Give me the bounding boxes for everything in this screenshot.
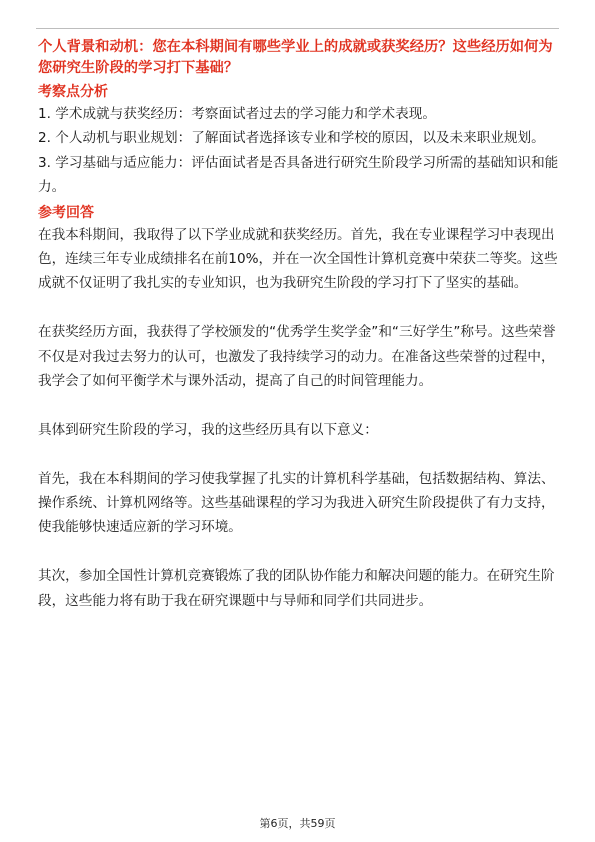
answer-heading: 参考回答 xyxy=(38,204,94,221)
analysis-heading: 考察点分析 xyxy=(38,84,108,100)
paragraph-spacer xyxy=(38,393,560,417)
answer-paragraph: 具体到研究生阶段的学习，我的这些经历具有以下意义： xyxy=(38,421,378,438)
paragraph-spacer xyxy=(38,442,560,466)
analysis-item: 1. 学术成就与获奖经历：考察面试者过去的学习能力和学术表现。 xyxy=(38,106,436,122)
answer-paragraph: 首先，我在本科期间的学习使我掌握了扎实的计算机科学基础，包括数据结构、算法、操作系统、计算机网络等。这些基础课程的学习为我进入研究生阶段提供了有力支持，使我能够快速适应新的学习环境。 xyxy=(38,470,555,536)
header-divider xyxy=(36,28,559,29)
page-number: 第6页，共59页 xyxy=(259,817,336,830)
paragraph-spacer xyxy=(38,296,560,320)
answer-paragraph: 在获奖经历方面，我获得了学校颁发的“优秀学生奖学金”和“三好学生”称号。这些荣誉不仅是对我过去努力的认可，也激发了我持续学习的动力。在准备这些荣誉的过程中，我学会了如何平衡学术与课外活动，提高了自己的时间管理能力。 xyxy=(38,324,556,390)
analysis-item: 3. 学习基础与适应能力：评估面试者是否具备进行研究生阶段学习所需的基础知识和能力。 xyxy=(38,154,559,196)
question-title: 个人背景和动机：您在本科期间有哪些学业上的成就或获奖经历？这些经历如何为您研究生阶段的学习打下基础？ xyxy=(38,39,553,76)
page-content xyxy=(38,37,560,613)
paragraph-spacer xyxy=(38,540,560,564)
answer-paragraph: 在我本科期间，我取得了以下学业成就和获奖经历。首先，我在专业课程学习中表现出色，连续三年专业成绩排名在前10%，并在一次全国性计算机竞赛中荣获二等奖。这些成就不仅证明了我扎实的专业知识，也为我研究生阶段的学习打下了坚实的基础。 xyxy=(38,226,558,292)
answer-paragraph: 其次，参加全国性计算机竞赛锻炼了我的团队协作能力和解决问题的能力。在研究生阶段，这些能力将有助于我在研究课题中与导师和同学们共同进步。 xyxy=(38,568,555,609)
analysis-item: 2. 个人动机与职业规划：了解面试者选择该专业和学校的原因，以及未来职业规划。 xyxy=(38,130,545,147)
